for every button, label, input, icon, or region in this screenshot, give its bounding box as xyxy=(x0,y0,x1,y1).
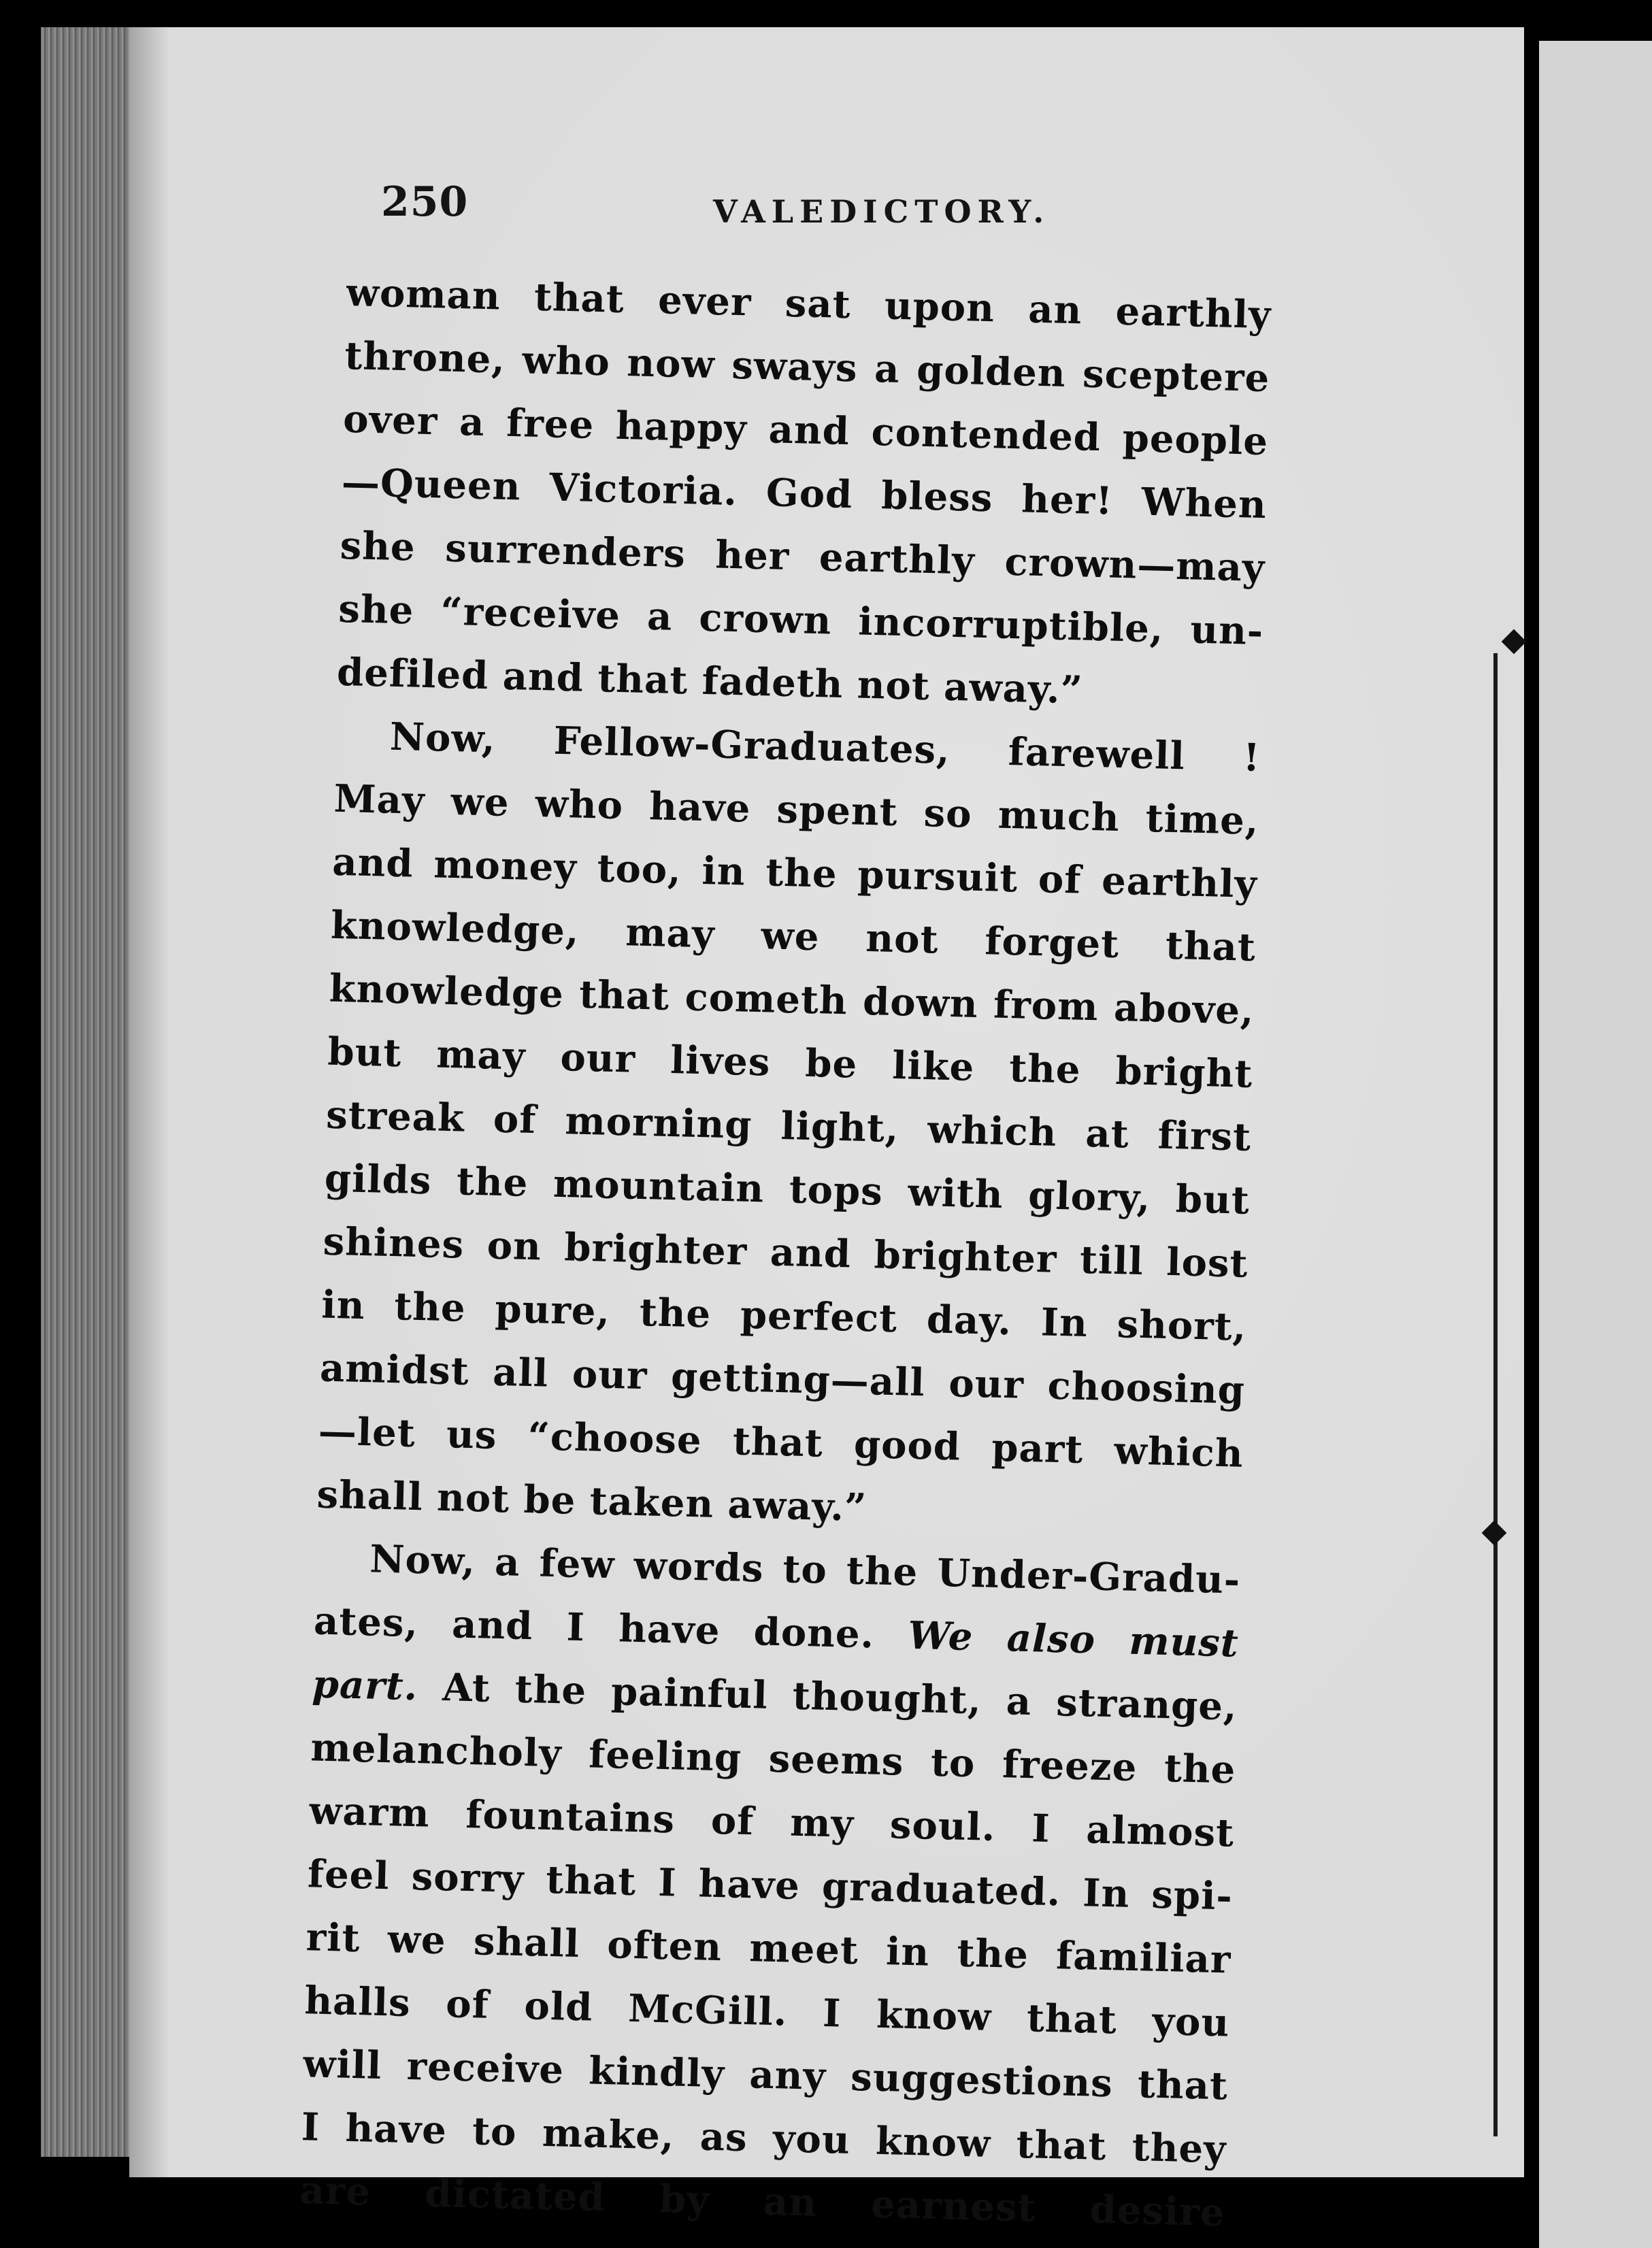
text-line: warm fountains of my soul. I almost xyxy=(308,1788,1235,1856)
text-line: throne, who now sways a golden sceptere xyxy=(344,333,1271,401)
text-line: Now, a few words to the Under-Gradu- xyxy=(369,1536,1241,1603)
binding-thread xyxy=(1493,653,1498,2136)
text-line: will receive kindly any suggestions that xyxy=(302,2041,1229,2109)
page-number: 250 xyxy=(381,178,469,226)
text-line: melancholy feeling seems to freeze the xyxy=(310,1725,1237,1793)
text-line: in the pure, the perfect day. In short, xyxy=(320,1282,1247,1350)
text-line: but may our lives be like the bright xyxy=(327,1029,1254,1097)
text-line: Now, Fellow-Graduates, farewell ! xyxy=(389,714,1261,781)
text-line: feel sorry that I have graduated. In spi- xyxy=(307,1851,1234,1919)
text-line: and money too, in the pursuit of earthly xyxy=(331,839,1258,907)
text-line: rit we shall often meet in the familiar xyxy=(305,1915,1232,1983)
page-block-edge xyxy=(41,27,136,2157)
text-line: shall not be taken away.” xyxy=(316,1472,868,1531)
text-line: woman that ever sat upon an earthly xyxy=(346,269,1272,338)
text-line: shines on brighter and brighter till lost xyxy=(322,1219,1249,1287)
text-line: —let us “choose that good part which xyxy=(318,1408,1244,1476)
page-gutter xyxy=(1524,27,1539,2248)
text-line: are dictated by an earnest desire xyxy=(299,2168,1226,2236)
text-line: May we who have spent so much time, xyxy=(333,776,1260,844)
text-line: amidst all our getting—all our choosing xyxy=(319,1345,1246,1413)
text-line: over a free happy and contended people xyxy=(342,396,1269,465)
facing-page-edge xyxy=(1539,41,1652,2248)
body-text xyxy=(299,261,1272,2245)
text-line: gilds the mountain tops with glory, but xyxy=(324,1155,1251,1223)
text-line: knowledge that cometh down from above, xyxy=(329,965,1255,1034)
text-line: I have to make, as you know that they xyxy=(301,2104,1227,2172)
text-line: streak of morning light, which at first xyxy=(325,1092,1252,1160)
running-title: VALEDICTORY. xyxy=(713,193,1051,230)
italic-emphasis: part. xyxy=(312,1662,418,1710)
text-line: she “receive a crown incorruptible, un- xyxy=(337,586,1264,655)
text-line: —Queen Victoria. God bless her! When xyxy=(341,459,1268,528)
text-line: defiled and that fadeth not away.” xyxy=(336,649,1084,713)
text-fragment: At the painful thought, a strange, xyxy=(442,1665,1238,1730)
text-fragment: ates, and I have done. xyxy=(313,1598,875,1657)
text-line: she surrenders her earthly crown—may xyxy=(339,523,1266,591)
italic-emphasis: We also must xyxy=(907,1613,1240,1666)
text-line: halls of old McGill. I know that you xyxy=(303,1978,1230,2046)
page-header xyxy=(381,178,1470,253)
text-line: knowledge, may we not forget that xyxy=(330,902,1257,970)
